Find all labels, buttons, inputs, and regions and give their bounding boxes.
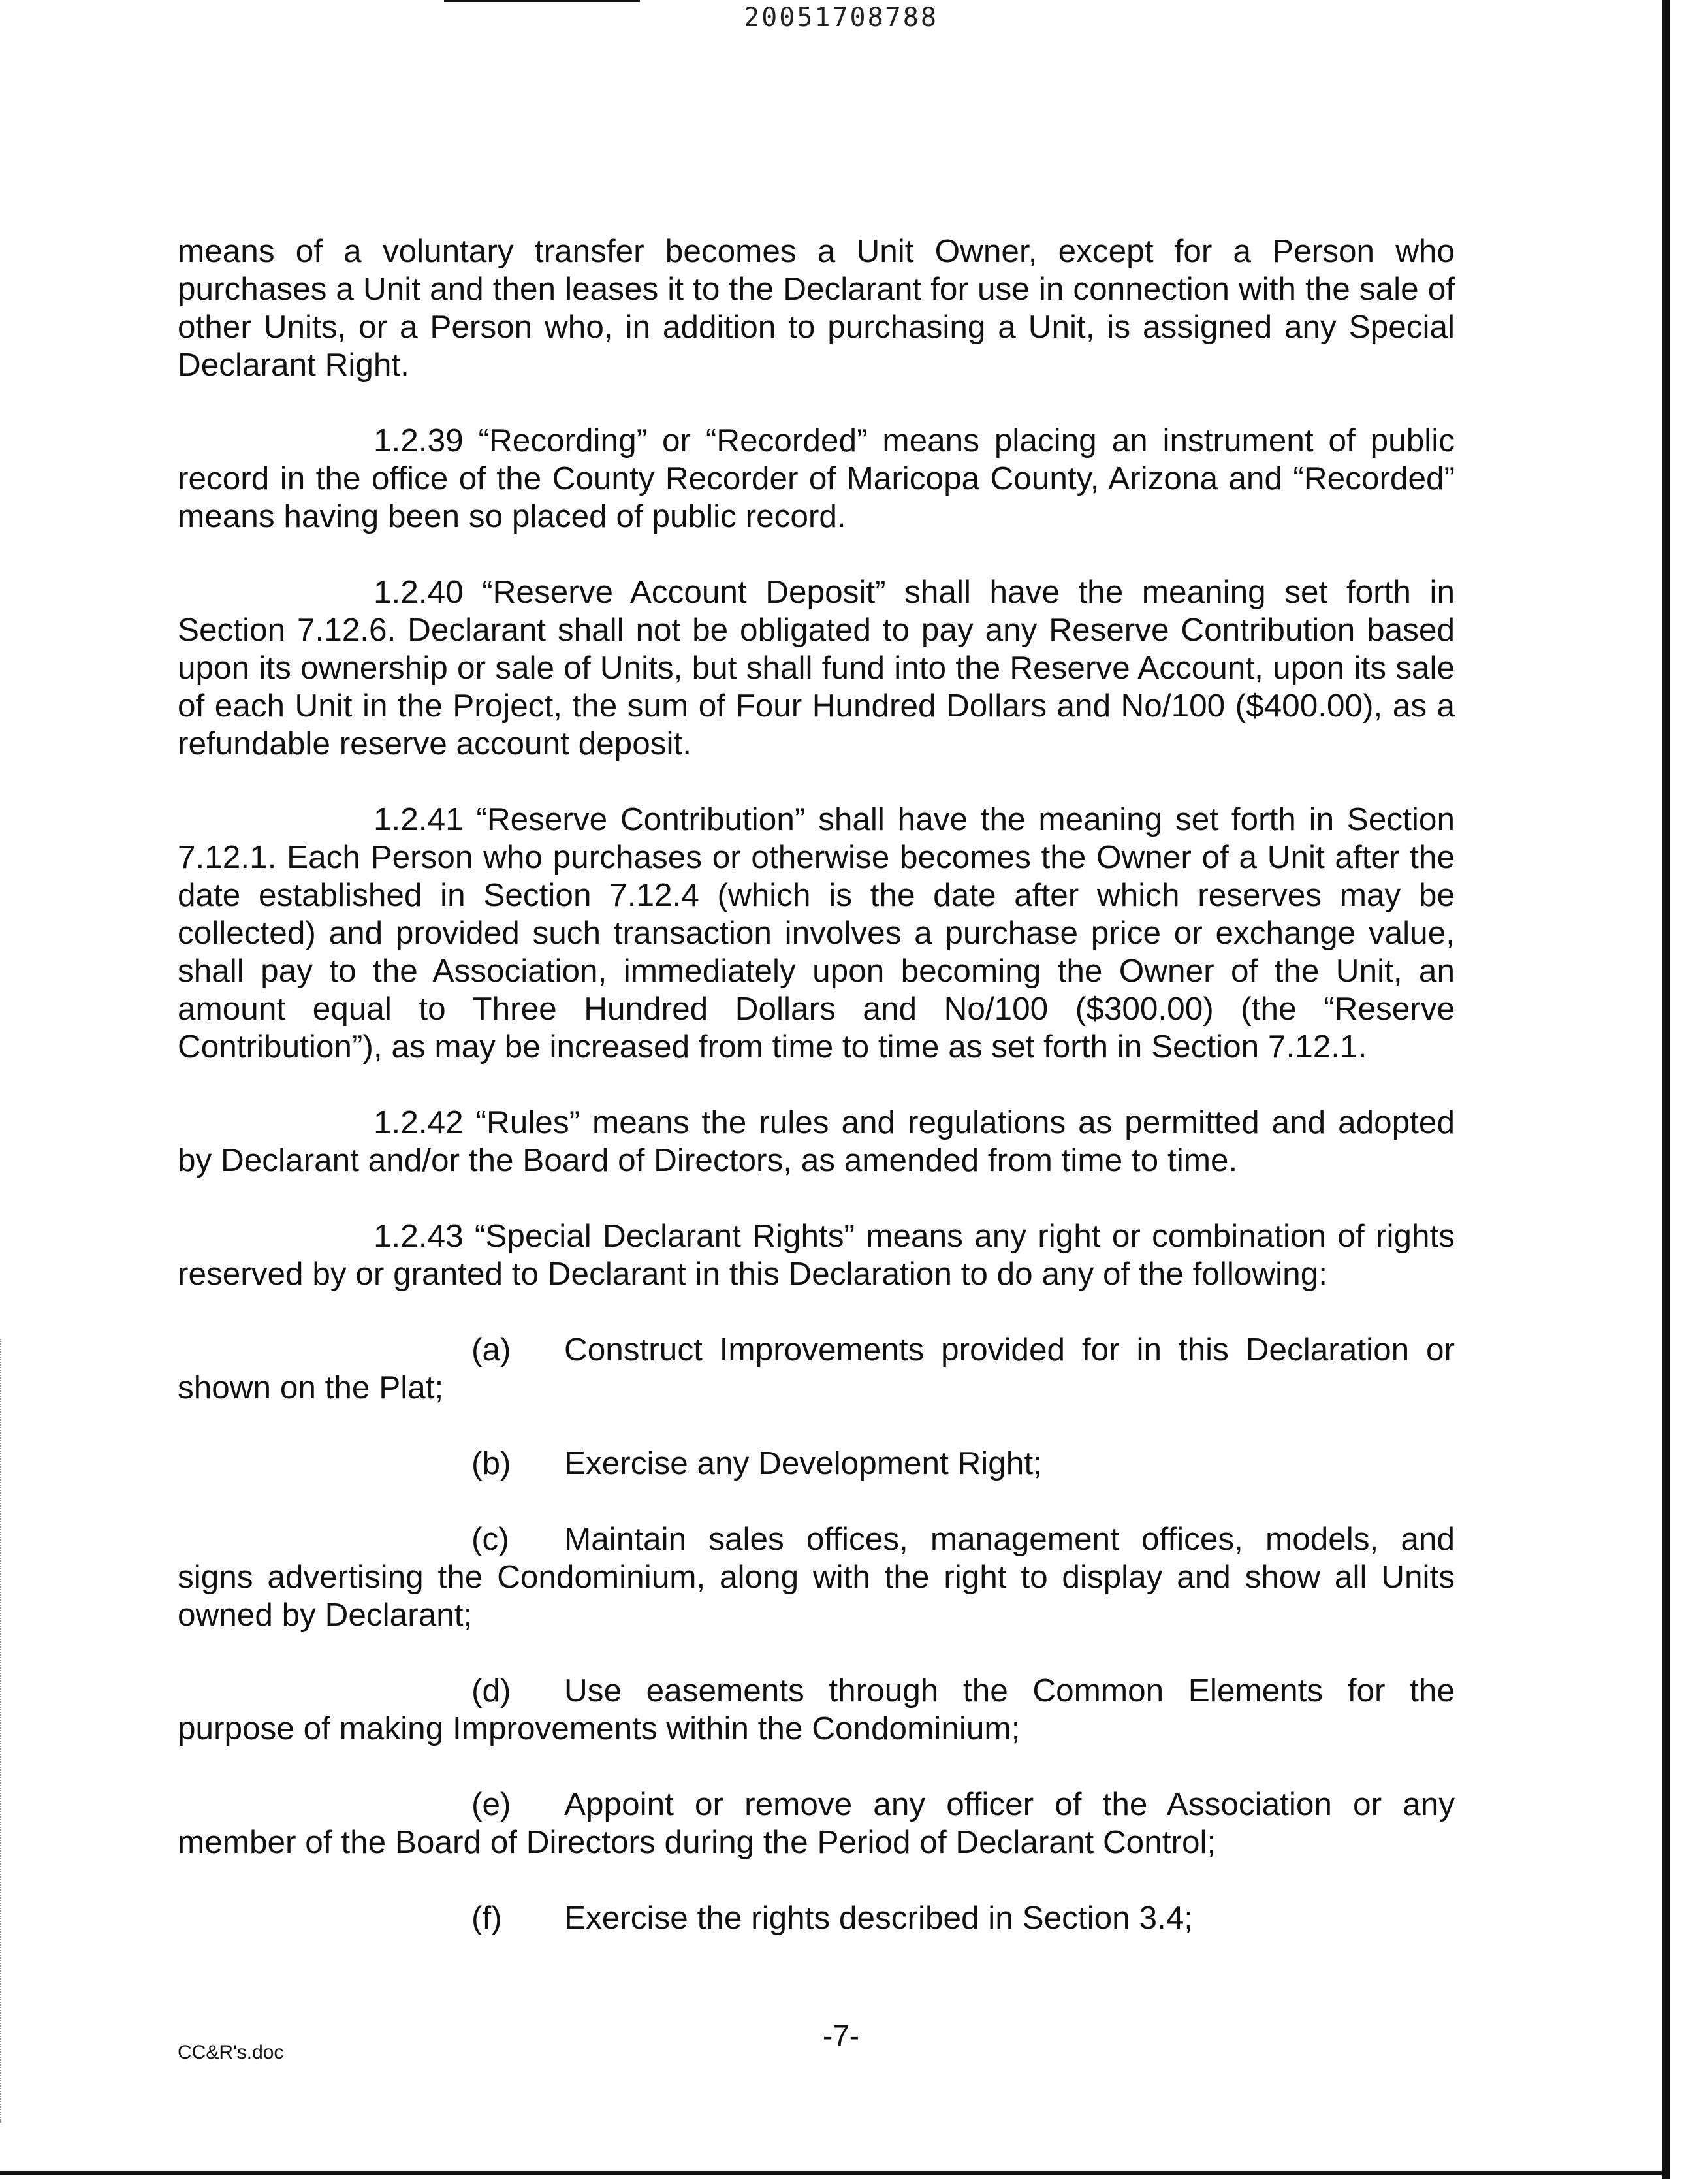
subitem-label: (b) [471,1445,511,1481]
paragraph-1-2-43: 1.2.43 “Special Declarant Rights” means any right or combination of rights reserved by or granted to Declarant in this Declaration to do any of the following: [178,1218,1455,1292]
subitem-label: (e) [471,1786,511,1822]
scan-specks-left [0,1339,4,2123]
subitem-label: (a) [471,1332,511,1368]
recording-number: 20051708788 [744,3,938,33]
scan-border-right [1662,0,1670,2179]
subitem-c [178,1520,1455,1634]
paragraph-continuation: means of a voluntary transfer becomes a Unit Owner, except for a Person who purchases a Unit and then leases it to the Declarant for use in connection with the sale of other Units, or a Person who, in addition to purchasing a Unit, is assigned any Special Declarant Right. [178,233,1455,383]
subitem-a [178,1331,1455,1407]
subitem-label: (f) [471,1900,502,1936]
subitem-text: Exercise any Development Right; [564,1445,1042,1481]
document-body [178,233,1455,1975]
subitem-text: Maintain sales offices, management offices, models, and signs advertising the Condominium, along with the right to display and show all Units owned by Declarant; [178,1521,1455,1633]
subitem-label: (c) [471,1521,509,1557]
subitem-b [178,1445,1455,1483]
top-rule [444,0,640,2]
paragraph-1-2-39: 1.2.39 “Recording” or “Recorded” means placing an instrument of public record in the office of the County Recorder of Maricopa County, Arizona and “Recorded” means having been so placed of public record. [178,423,1455,534]
subitem-d [178,1672,1455,1748]
paragraph-1-2-42: 1.2.42 “Rules” means the rules and regulations as permitted and adopted by Declarant and/or the Board of Directors, as amended from time to time. [178,1104,1455,1178]
subitem-label: (d) [471,1673,511,1709]
scan-border-bottom [0,2171,1670,2175]
subitem-f [178,1899,1455,1937]
subitem-text: Construct Improvements provided for in this Declaration or shown on the Plat; [178,1332,1455,1405]
subitem-text: Exercise the rights described in Section 3.4; [564,1900,1194,1936]
subitem-text: Appoint or remove any officer of the Association or any member of the Board of Directors during the Period of Declarant Control; [178,1786,1455,1860]
paragraph-1-2-40: 1.2.40 “Reserve Account Deposit” shall have the meaning set forth in Section 7.12.6. Declarant shall not be obligated to pay any Reserve Contribution based upon its ownership or sale of Units, but shall fund into the Reserve Account, upon its sale of each Unit in the Project, the sum of Four Hundred Dollars and No/100 ($400.00), as a refundable reserve account deposit. [178,574,1455,762]
page-number: -7- [822,2019,860,2053]
footer-filename: CC&R's.doc [178,2042,284,2063]
subitem-text: Use easements through the Common Elements for the purpose of making Improvements within the Condominium; [178,1673,1455,1746]
subitem-e [178,1786,1455,1861]
paragraph-1-2-41: 1.2.41 “Reserve Contribution” shall have the meaning set forth in Section 7.12.1. Each Person who purchases or otherwise becomes the Owner of a Unit after the date established in Section 7.12.4 (which is the date after which reserves may be collected) and provided such transaction involves a purchase price or exchange value, shall pay to the Association, immediately upon becoming the Owner of the Unit, an amount equal to Three Hundred Dollars and No/100 ($300.00) (the “Reserve Contribution”), as may be increased from time to time as set forth in Section 7.12.1. [178,801,1455,1065]
